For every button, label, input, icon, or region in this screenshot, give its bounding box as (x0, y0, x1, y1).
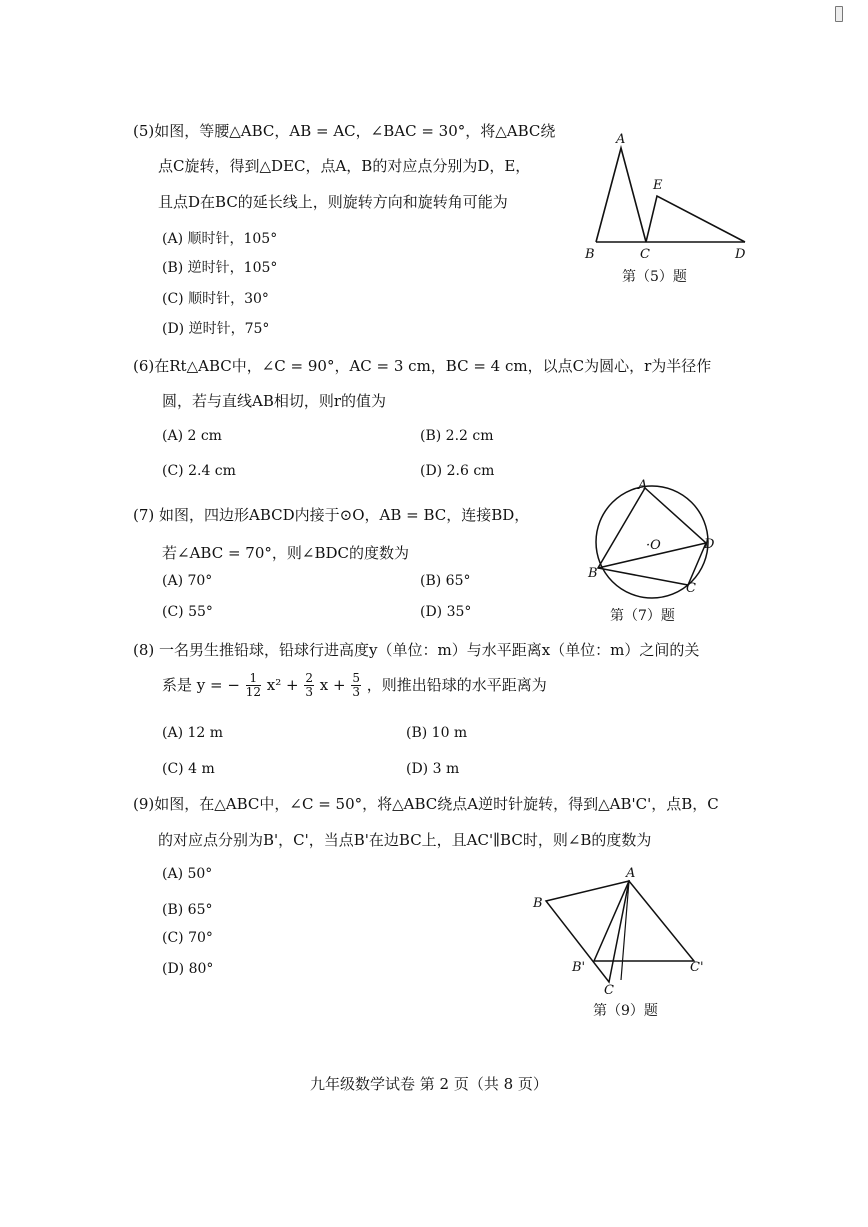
q8-frac2-numerator: 2 (305, 671, 313, 685)
q8-fraction-2 (304, 672, 314, 698)
q8-frac3-numerator: 5 (352, 671, 360, 685)
q5-option-d: (D) 逆时针，75° (162, 321, 270, 337)
q9-option-c: (C) 70° (162, 930, 213, 946)
q7-option-c: (C) 55° (162, 604, 213, 620)
q5-figure (580, 130, 760, 265)
q6-option-c: (C) 2.4 cm (162, 463, 236, 479)
q8-option-a: (A) 12 m (162, 725, 224, 741)
q9-figure-caption: 第（9）题 (593, 1003, 658, 1019)
q7-label-o: ·O (646, 538, 661, 553)
q5-label-a: A (616, 132, 626, 147)
q7-option-b: (B) 65° (420, 573, 471, 589)
q9-line-2: 的对应点分别为B'，C'，当点B'在边BC上，且AC'∥BC时，则∠B的度数为 (158, 831, 652, 849)
q8-formula-mid-2: x + (319, 676, 346, 695)
q5-option-a: (A) 顺时针，105° (162, 231, 278, 247)
q8-frac1-denominator: 12 (245, 684, 261, 699)
q8-option-b: (B) 10 m (406, 725, 468, 741)
q5-line-2: 点C旋转，得到△DEC，点A，B的对应点分别为D，E， (158, 157, 531, 175)
q6-option-a: (A) 2 cm (162, 428, 222, 444)
q9-label-c-prime: C' (690, 960, 704, 975)
q7-option-a: (A) 70° (162, 573, 213, 589)
q8-option-c: (C) 4 m (162, 761, 215, 777)
q7-label-b: B (588, 566, 598, 581)
q7-label-a: A (638, 478, 648, 493)
q5-label-d: D (735, 247, 746, 262)
q9-option-d: (D) 80° (162, 961, 214, 977)
q6-line-1: (6)在Rt△ABC中，∠C = 90°，AC = 3 cm，BC = 4 cm，以点C为圆心，r为半径作 (133, 357, 712, 375)
q8-fraction-1 (246, 672, 261, 698)
q5-option-b: (B) 逆时针，105° (162, 260, 278, 276)
q7-line-2: 若∠ABC = 70°，则∠BDC的度数为 (162, 544, 409, 562)
q6-option-d: (D) 2.6 cm (420, 463, 495, 479)
q7-label-c: C (686, 581, 696, 596)
q8-frac2-denominator: 3 (305, 684, 313, 699)
q9-label-b-prime: B' (572, 960, 586, 975)
q5-option-c: (C) 顺时针，30° (162, 291, 269, 307)
q7-figure-caption: 第（7）题 (610, 608, 675, 624)
q9-line-1: (9)如图，在△ABC中，∠C = 50°，将△ABC绕点A逆时针旋转，得到△AB'C'，点B，C (133, 795, 719, 813)
q8-line-2 (162, 672, 547, 698)
q9-label-b: B (533, 896, 543, 911)
q7-line-1: (7) 如图，四边形ABCD内接于⊙O，AB = BC，连接BD， (133, 506, 530, 524)
q5-label-c: C (640, 247, 650, 262)
q8-frac3-denominator: 3 (352, 684, 360, 699)
q8-option-d: (D) 3 m (406, 761, 460, 777)
q5-line-1: (5)如图，等腰△ABC，AB = AC，∠BAC = 30°，将△ABC绕 (133, 122, 556, 140)
q6-option-b: (B) 2.2 cm (420, 428, 494, 444)
q8-formula-suffix: ，则推出铅球的水平距离为 (366, 676, 547, 695)
q8-frac1-numerator: 1 (246, 672, 261, 686)
q9-figure (530, 865, 720, 995)
q5-line-3: 且点D在BC的延长线上，则旋转方向和旋转角可能为 (158, 193, 508, 211)
q8-fraction-3 (351, 672, 361, 698)
q6-line-2: 圆，若与直线AB相切，则r的值为 (162, 392, 387, 410)
scan-margin-marker (835, 6, 843, 22)
q5-label-b: B (585, 247, 595, 262)
q9-option-a: (A) 50° (162, 866, 213, 882)
q5-label-e: E (653, 178, 663, 193)
q7-label-d: D (704, 537, 715, 552)
q8-formula-prefix: 系是 y = − (162, 676, 240, 695)
q8-formula-mid-1: x² + (266, 676, 299, 695)
q9-option-b: (B) 65° (162, 902, 213, 918)
q9-label-c: C (604, 983, 614, 998)
q7-option-d: (D) 35° (420, 604, 472, 620)
q5-figure-caption: 第（5）题 (622, 269, 687, 285)
q9-label-a: A (626, 866, 636, 881)
q8-line-1: (8) 一名男生推铅球，铅球行进高度y（单位：m）与水平距离x（单位：m）之间的关 (133, 641, 700, 659)
page-footer: 九年级数学试卷 第 2 页（共 8 页） (310, 1075, 548, 1093)
